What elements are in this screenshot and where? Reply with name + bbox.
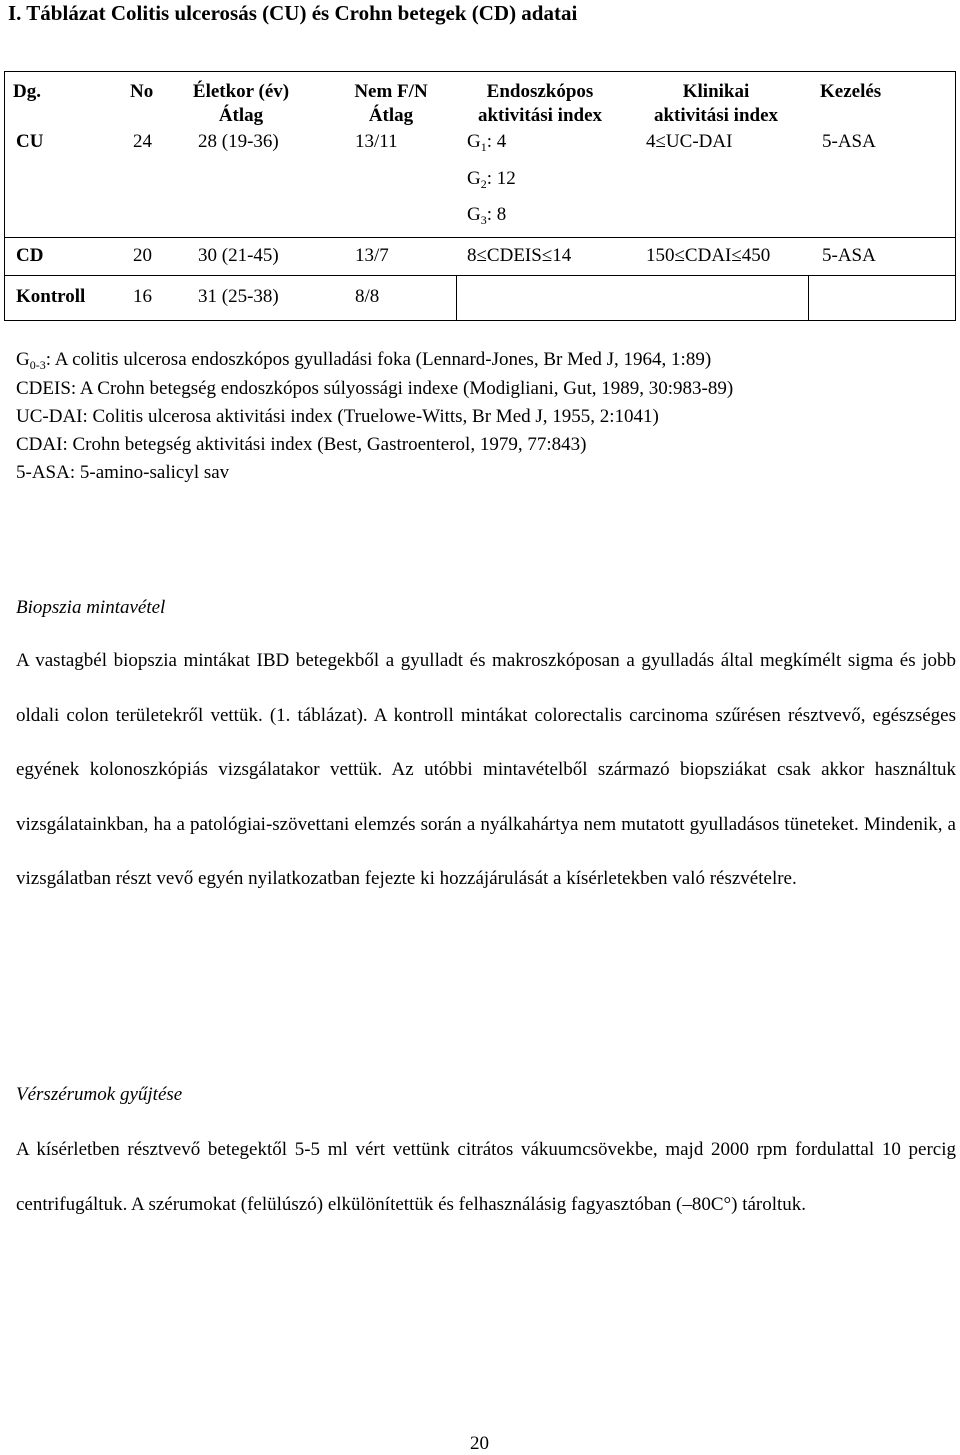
cell-dg: CU [16,131,44,152]
header-dg: Dg. [13,81,41,102]
cell-age: 31 (25-38) [198,286,279,307]
table-right-border [955,71,956,321]
row-divider [4,237,956,238]
header-clinical [636,80,796,128]
header-endo-line2: aktivitási index [477,105,603,126]
legend-g: $G_{0-3}$: A colitis ulcerosa endoszkópos gyulladási foka (Lennard-Jones, Br Med J, 1964, 1:89) [16,349,712,372]
table-caption: I. Táblázat Colitis ulcerosás (CU) és Crohn betegek (CD) adatai [8,1,578,25]
header-clinical-line1: Klinikai [682,81,750,102]
cell-no: 16 [133,286,152,307]
cell-clinical: 4≤UC-DAI [646,131,733,152]
cell-no: 24 [133,131,152,152]
cell-divider [456,276,457,320]
table-bottom-border [4,320,956,321]
legend-cdai: CDAI: Crohn betegség aktivitási index (Best, Gastroenterol, 1979, 77:843) [16,434,587,455]
cell-dg: Kontroll [16,286,86,307]
legend-5asa: 5-ASA: 5-amino-salicyl sav [16,462,230,483]
header-age-line1: Életkor (év) [192,81,290,102]
section-title-serum: Vérszérumok gyűjtése [16,1084,183,1105]
header-sex-line1: Nem F/N [354,81,428,102]
cell-endo: 8≤CDEIS≤14 [467,245,572,266]
cell-age: 30 (21-45) [198,245,279,266]
cell-endo-g1: $G_1$: 4 [467,131,507,154]
paragraph-biopsy: A vastagbél biopszia mintákat IBD betegekből a gyulladt és makroszkóposan a gyulladás által megkímélt sigma és jobb oldali colon területekről vettük. (1. táblázat). A kontroll mintákat colorectalis carcinoma szűrésen résztvevő, egészséges egyének kolonoszkópiás vizsgálatakor vettük. Az utóbbi mintavételből származó biopsziákat csak akkor használtuk vizsgálatainkban, ha a patológiai-szövettani elemzés során a nyálkahártya nem mutatott gyulladásos tüneteket. Mindenik, a vizsgálatban részt vevő egyén nyilatkozatban fejezte ki hozzájárulását a kísérletekben való részvételre. [16,650,956,889]
legend-cdeis: CDEIS: A Crohn betegség endoszkópos súlyossági indexe (Modigliani, Gut, 1989, 30:983-89) [16,378,734,399]
cell-divider [808,276,809,320]
header-sex [336,80,446,128]
table-left-border [4,71,5,321]
header-endo-line1: Endoszkópos [486,81,594,102]
paragraph-serum: A kísérletben résztvevő betegektől 5-5 ml vért vettünk citrátos vákuumcsövekbe, majd 2000 rpm fordulattal 10 percig centrifugáltuk. A szérumokat (felülúszó) elkülönítettük és felhasználásig fagyasztóban (–80C°) tároltuk. [16,1139,956,1215]
header-age [185,80,297,128]
legend-ucdai: UC-DAI: Colitis ulcerosa aktivitási index (Truelowe-Witts, Br Med J, 1955, 2:1041) [16,406,659,427]
cell-sex: 13/11 [355,131,398,152]
cell-no: 20 [133,245,152,266]
page-number: 20 [470,1433,489,1454]
header-age-line2: Átlag [218,105,264,126]
cell-treatment: 5-ASA [822,131,876,152]
row-divider [4,275,956,276]
cell-age: 28 (19-36) [198,131,279,152]
cell-endo-g3: $G_3$: 8 [467,204,507,227]
header-no: No [130,81,154,102]
header-treatment: Kezelés [820,81,882,102]
cell-sex: 13/7 [355,245,389,266]
header-sex-line2: Átlag [368,105,414,126]
table-top-border [4,71,956,72]
cell-sex: 8/8 [355,286,380,307]
header-endo [460,80,620,128]
header-clinical-line2: aktivitási index [653,105,779,126]
cell-dg: CD [16,245,44,266]
section-title-biopsy: Biopszia mintavétel [16,597,166,618]
cell-endo-g2: $G_2$: 12 [467,168,516,191]
cell-treatment: 5-ASA [822,245,876,266]
cell-clinical: 150≤CDAI≤450 [646,245,771,266]
